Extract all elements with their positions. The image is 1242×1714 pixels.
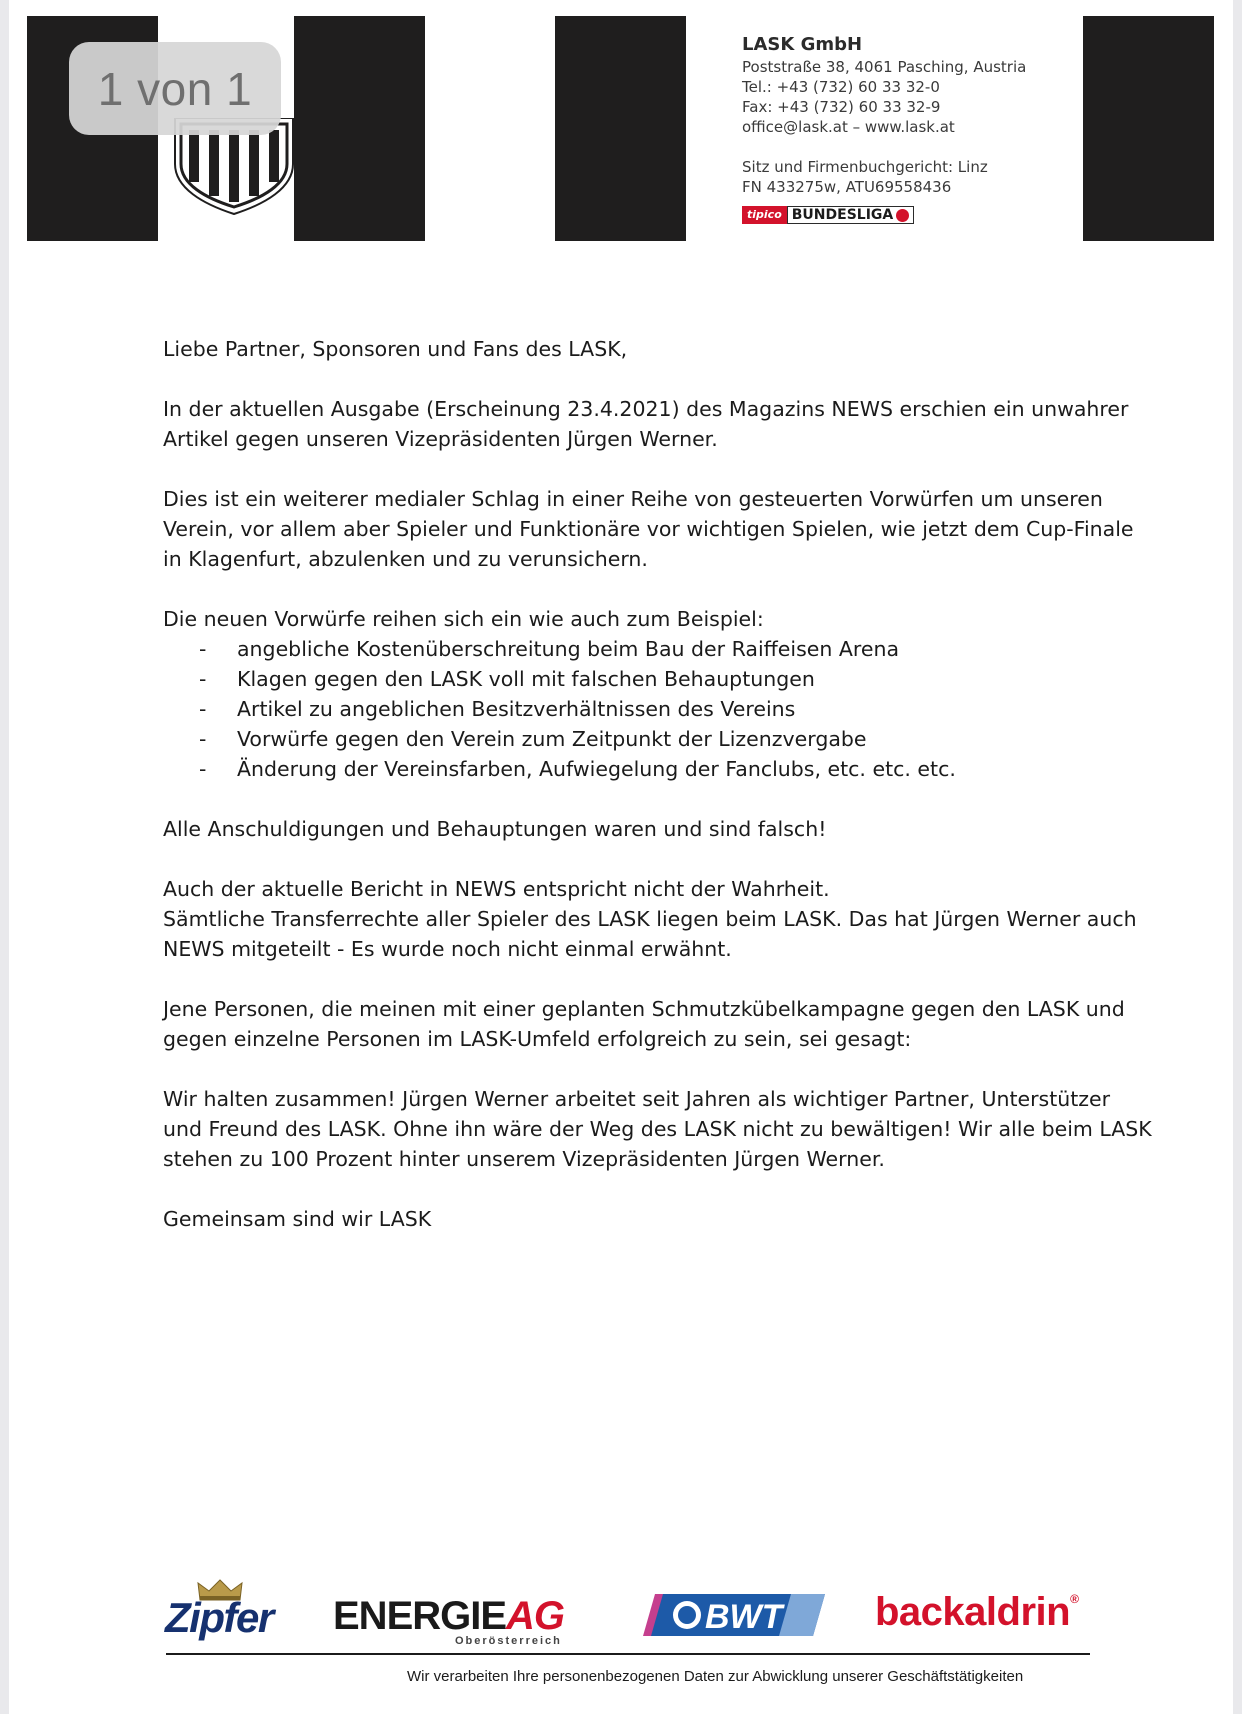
letter-closing: Gemeinsam sind wir LASK bbox=[163, 1207, 432, 1231]
page-counter-label: 1 von 1 bbox=[97, 62, 253, 115]
bundesliga-logo bbox=[742, 205, 1026, 225]
list-item-text: Klagen gegen den LASK voll mit falschen Behauptungen bbox=[237, 667, 815, 691]
letter-body bbox=[163, 334, 1153, 1264]
tipico-logo: tipico bbox=[742, 206, 787, 224]
letter-paragraph-1: In der aktuellen Ausgabe (Erscheinung 23.4.2021) des Magazins NEWS erschien ein unwahrer Artikel gegen unseren Vizepräsidenten Jürgen Werner. bbox=[163, 397, 1129, 451]
company-web: office@lask.at – www.lask.at bbox=[742, 118, 955, 136]
list-item-text: Artikel zu angeblichen Besitzverhältnissen des Vereins bbox=[237, 697, 796, 721]
list-item-text: angebliche Kostenüberschreitung beim Bau der Raiffeisen Arena bbox=[237, 637, 900, 661]
company-registry: FN 433275w, ATU69558436 bbox=[742, 178, 952, 196]
energie-subtitle: Oberösterreich bbox=[455, 1635, 562, 1647]
list-dash: - bbox=[199, 637, 207, 661]
company-court: Sitz und Firmenbuchgericht: Linz bbox=[742, 158, 988, 176]
bundesliga-wordmark bbox=[787, 206, 914, 224]
letter-paragraph-2: Dies ist ein weiterer medialer Schlag in einer Reihe von gesteuerten Vorwürfen um unseren Verein, vor allem aber Spieler und Funktionäre vor wichtigen Spielen, wie jetzt dem Cup-Finale in Klagenfurt, abzulenken und zu verunsichern. bbox=[163, 487, 1134, 571]
list-item bbox=[163, 634, 1153, 664]
list-item bbox=[163, 664, 1153, 694]
letter-paragraph-4: Alle Anschuldigungen und Behauptungen waren und sind falsch! bbox=[163, 817, 827, 841]
company-address: Poststraße 38, 4061 Pasching, Austria bbox=[742, 58, 1027, 76]
letterhead-stripe-2 bbox=[294, 16, 425, 241]
list-item-text: Vorwürfe gegen den Verein zum Zeitpunkt der Lizenzvergabe bbox=[237, 727, 867, 751]
zipfer-wordmark: Zipfer bbox=[165, 1594, 273, 1641]
bundesliga-ball-icon bbox=[896, 209, 909, 222]
energie-wordmark: ENERGIE bbox=[333, 1594, 507, 1638]
company-name: LASK GmbH bbox=[742, 34, 863, 55]
page-counter-badge bbox=[69, 42, 281, 135]
ag-wordmark: AG bbox=[506, 1594, 565, 1638]
footer-privacy-note: Wir verarbeiten Ihre personenbezogenen Daten zur Abwicklung unserer Geschäftstätigkeiten bbox=[407, 1668, 1024, 1685]
energie-ag-logo bbox=[333, 1594, 565, 1647]
accusation-list bbox=[163, 634, 1153, 784]
list-item-text: Änderung der Vereinsfarben, Aufwiegelung der Fanclubs, etc. etc. etc. bbox=[237, 757, 956, 781]
list-dash: - bbox=[199, 757, 207, 781]
list-item bbox=[163, 694, 1153, 724]
bwt-logo bbox=[641, 1594, 825, 1636]
list-dash: - bbox=[199, 667, 207, 691]
backaldrin-logo bbox=[875, 1590, 1078, 1635]
company-phone: Tel.: +43 (732) 60 33 32-0 bbox=[742, 78, 940, 96]
letterhead-stripe-3 bbox=[555, 16, 686, 241]
bundesliga-label: BUNDESLIGA bbox=[791, 207, 894, 223]
letter-paragraph-5-line-2: Sämtliche Transferrechte aller Spieler des LASK liegen beim LASK. Das hat Jürgen Werner auch NEWS mitgeteilt - Es wurde noch nicht einmal erwähnt. bbox=[163, 907, 1137, 961]
letter-page bbox=[9, 0, 1233, 1714]
letter-paragraph-7: Wir halten zusammen! Jürgen Werner arbeitet seit Jahren als wichtiger Partner, Unterstützer und Freund des LASK. Ohne ihn wäre der Weg des LASK nicht zu bewältigen! Wir alle beim LASK stehen zu 100 Prozent hinter unserem Vizepräsidenten Jürgen Werner. bbox=[163, 1087, 1152, 1171]
backaldrin-wordmark: backaldrin bbox=[875, 1590, 1071, 1634]
company-fax: Fax: +43 (732) 60 33 32-9 bbox=[742, 98, 941, 116]
company-info bbox=[742, 34, 1026, 225]
list-dash: - bbox=[199, 697, 207, 721]
letter-paragraph-5-line-1: Auch der aktuelle Bericht in NEWS entspricht nicht der Wahrheit. bbox=[163, 877, 830, 901]
registered-mark: ® bbox=[1070, 1592, 1079, 1606]
letter-paragraph-5 bbox=[163, 874, 1153, 964]
list-dash: - bbox=[199, 727, 207, 751]
letter-list-intro: Die neuen Vorwürfe reihen sich ein wie auch zum Beispiel: bbox=[163, 607, 764, 631]
list-item bbox=[163, 754, 1153, 784]
letter-paragraph-6: Jene Personen, die meinen mit einer geplanten Schmutzkübelkampagne gegen den LASK und gegen einzelne Personen im LASK-Umfeld erfolgreich zu sein, sei gesagt: bbox=[163, 997, 1125, 1051]
letter-greeting: Liebe Partner, Sponsoren und Fans des LASK, bbox=[163, 337, 628, 361]
list-item bbox=[163, 724, 1153, 754]
letterhead-stripe-4 bbox=[1083, 16, 1214, 241]
bwt-wordmark: BWT bbox=[705, 1598, 783, 1636]
footer-divider bbox=[166, 1653, 1090, 1655]
